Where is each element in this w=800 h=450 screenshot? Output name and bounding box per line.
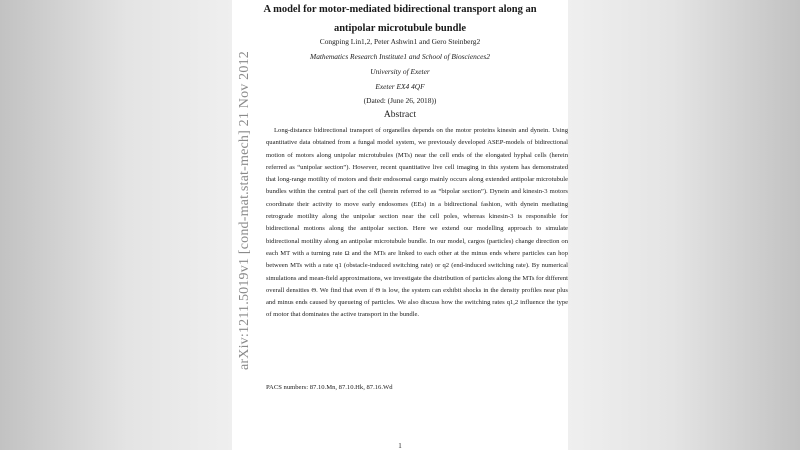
viewer-background-right bbox=[568, 0, 800, 450]
pacs-numbers: PACS numbers: 87.10.Mn, 87.10.Hk, 87.16.Wd bbox=[266, 384, 393, 391]
paper-authors: Congping Lin1,2, Peter Ashwin1 and Gero Steinberg2 bbox=[319, 37, 481, 46]
abstract-text: Long-distance bidirectional transport of organelles depends on the motor proteins kinesin and dynein. Using quantitative data obtained from a fungal model system, we previously developed ASEP-models of bidirectional motion of motors along unipolar microtubules (MTs) near the cell ends of the elongated hyphal cells (herein referred as “unipolar section”). However, recent quantitative live cell imaging in this system has demonstrated that long-range motility of motors and their endosomal cargo mainly occurs along extended antipolar microtubule bundles within the central part of the cell (herein referred to as “bipolar section”). Dynein and kinesin-3 motors coordinate their activity to move early endosomes (EEs) in a bidirectional fashion, with dynein mediating retrograde motility along the unipolar section near the cell poles, whereas kinesin-3 is responsible for bidirectional motions along the antipolar section. Here we extend our modelling approach to simulate bidirectional motility along an antipolar microtubule bundle. In our model, cargos (particles) change direction on each MT with a turning rate Ω and the MTs are linked to each other at the minus ends where particles can hop between MTs with a rate q1 (obstacle-induced switching rate) or q2 (end-induced switching rate). By numerical simulations and mean-field approximations, we investigate the distribution of particles along the MTs for different overall densities Θ. We find that even if Θ is low, the system can exhibit shocks in the density profiles near plus and minus ends caused by queueing of particles. We also discuss how the switching rates q1,2 influence the type of motor that dominates the active transport in the bundle. bbox=[266, 127, 568, 319]
pdf-page bbox=[232, 0, 568, 450]
abstract-heading: Abstract bbox=[383, 110, 417, 120]
paper-title: A model for motor-mediated bidirectional transport along an antipolar microtubule bundle bbox=[263, 4, 537, 34]
arxiv-identifier: arXiv:1211.5019v1 [cond-mat.stat-mech] 21 Nov 2012 bbox=[237, 51, 252, 370]
dated-line: (Dated: (June 26, 2018)) bbox=[363, 96, 437, 105]
affiliation: Mathematics Research Institute1 and School of Biosciences2 bbox=[310, 52, 490, 61]
viewer-background-left bbox=[0, 0, 232, 450]
university: University of Exeter bbox=[370, 67, 430, 76]
page-number: 1 bbox=[398, 442, 402, 450]
address: Exeter EX4 4QF bbox=[375, 82, 425, 91]
